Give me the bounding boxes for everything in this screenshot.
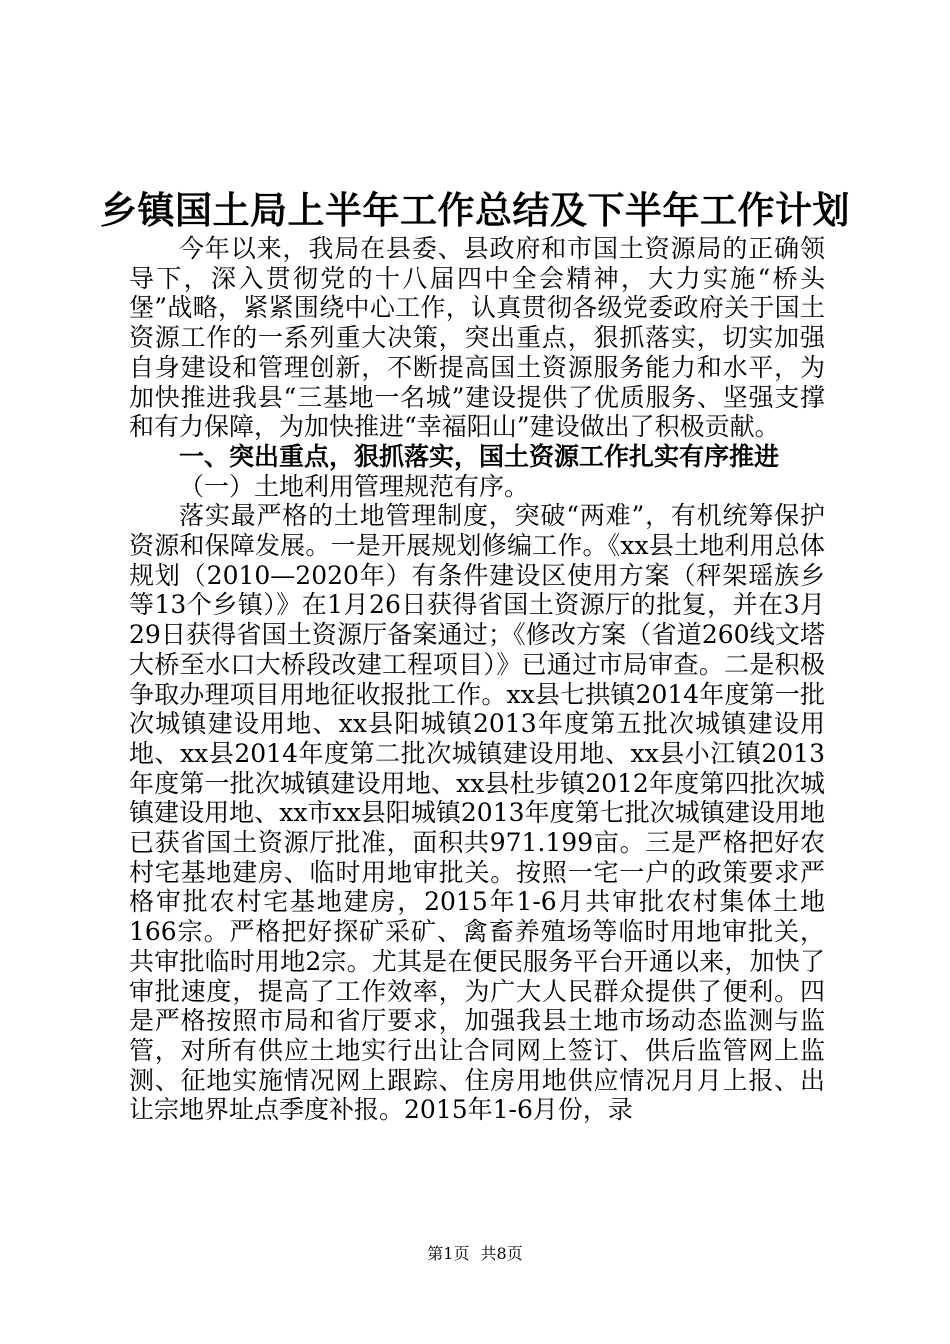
document-body (129, 234, 825, 1125)
intro-paragraph: 今年以来，我局在县委、县政府和市国土资源局的正确领导下，深入贯彻党的十八届四中全会精神，大力实施“桥头堡”战略，紧紧围绕中心工作，认真贯彻各级党委政府关于国土资源工作的一系列重大决策，突出重点，狠抓落实，切实加强自身建设和管理创新，不断提高国土资源服务能力和水平，为加快推进我县“三基地一名城”建设提供了优质服务、坚强支撑和有力保障，为加快推进“幸福阳山”建设做出了积极贡献。 (129, 234, 825, 442)
page-footer (0, 1244, 950, 1264)
section-heading: 一、突出重点，狠抓落实，国土资源工作扎实有序推进 (179, 441, 780, 471)
subsection-heading: （一）土地利用管理规范有序。 (179, 471, 530, 501)
document-title: 乡镇国土局上半年工作总结及下半年工作计划 (100, 188, 850, 232)
body-paragraph: 落实最严格的土地管理制度，突破“两难”，有机统筹保护资源和保障发展。一是开展规划修编工作。《xx县土地利用总体规划（2010—2020年）有条件建设区使用方案（秤架瑶族乡等13个乡镇）》在1月26日获得省国土资源厅的批复，并在3月29日获得省国土资源厅备案通过；《修改方案（省道260线文塔大桥至水口大桥段改建工程项目）》已通过市局审查。二是积极争取办理项目用地征收报批工作。xx县七拱镇2014年度第一批次城镇建设用地、xx县阳城镇2013年度第五批次城镇建设用地、xx县2014年度第二批次城镇建设用地、xx县小江镇2013年度第一批次城镇建设用地、xx县杜步镇2012年度第四批次城镇建设用地、xx市xx县阳城镇2013年度第七批次城镇建设用地已获省国土资源厅批准，面积共971.199亩。三是严格把好农村宅基地建房、临时用地审批关。按照一宅一户的政策要求严格审批农村宅基地建房，2015年1-6月共审批农村集体土地166宗。严格把好探矿采矿、禽畜养殖场等临时用地审批关，共审批临时用地2宗。尤其是在便民服务平台开通以来，加快了审批速度，提高了工作效率，为广大人民群众提供了便利。四是严格按照市局和省厅要求，加强我县土地市场动态监测与监管，对所有供应土地实行出让合同网上签订、供后监管网上监测、征地实施情况网上跟踪、住房用地供应情况月月上报、出让宗地界址点季度补报。2015年1-6月份，录 (129, 501, 825, 1125)
page-total: 共8页 (480, 1244, 523, 1263)
page-number: 第1页 (427, 1244, 470, 1263)
